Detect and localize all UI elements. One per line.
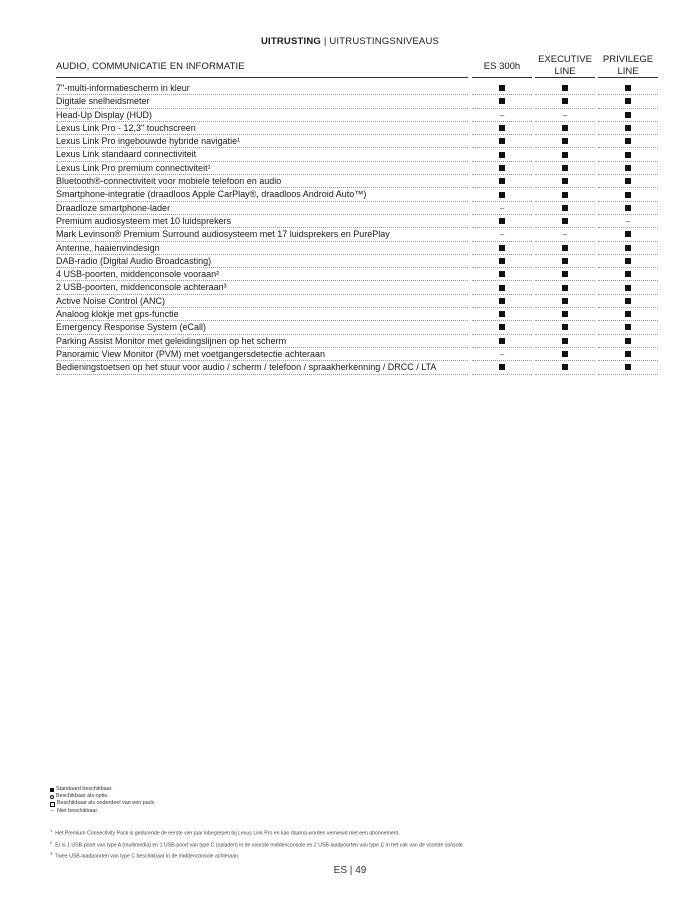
availability-cell: [535, 268, 595, 281]
availability-cell: [598, 135, 658, 148]
feature-label: Premium audiosysteem met 10 luidsprekers: [56, 215, 468, 228]
availability-cell: [535, 109, 595, 122]
availability-cell: [598, 82, 658, 95]
not-available-dash: –: [499, 349, 505, 359]
not-available-dash: –: [562, 110, 568, 120]
standard-square-icon: [499, 258, 505, 264]
table-row: [56, 308, 658, 321]
header-divider: [56, 77, 468, 78]
standard-square-icon: [625, 271, 631, 277]
standard-square-icon: [625, 125, 631, 131]
standard-square-icon: [499, 152, 505, 158]
feature-label: Lexus Link Pro - 12,3" touchscreen: [56, 122, 468, 135]
availability-cell: [535, 295, 595, 308]
footnote: [50, 827, 650, 839]
header-category: UITRUSTING: [260, 36, 321, 47]
page-number-value: 49: [355, 865, 367, 876]
standard-square-icon: [499, 364, 505, 370]
standard-square-icon: [562, 298, 568, 304]
availability-cell: [472, 175, 532, 188]
standard-square-icon: [499, 298, 505, 304]
standard-square-icon: [625, 311, 631, 317]
availability-cell: [472, 188, 532, 201]
availability-cell: [598, 202, 658, 215]
standard-square-icon: [625, 364, 631, 370]
availability-cell: [472, 348, 532, 361]
standard-square-icon: [562, 351, 568, 357]
standard-square-icon: [562, 364, 568, 370]
availability-cell: [598, 361, 658, 374]
feature-label: Mark Levinson® Premium Surround audiosysteem met 17 luidsprekers en PurePlay: [56, 228, 468, 241]
standard-square-icon: [562, 192, 568, 198]
table-row: [56, 268, 658, 281]
standard-square-icon: [562, 311, 568, 317]
standard-square-icon: [562, 218, 568, 224]
standard-square-icon: [499, 245, 505, 251]
availability-cell: [598, 162, 658, 175]
availability-cell: [472, 95, 532, 108]
availability-cell: [598, 348, 658, 361]
availability-cell: [535, 162, 595, 175]
feature-label: Draadloze smartphone-lader: [56, 202, 468, 215]
standard-square-icon: [625, 178, 631, 184]
standard-square-icon: [625, 192, 631, 198]
footnote-number: 3: [50, 851, 53, 857]
standard-square-icon: [562, 245, 568, 251]
feature-label: 7"-multi-informatiescherm in kleur: [56, 82, 468, 95]
column-header-line1: PRIVILEGE: [602, 54, 654, 65]
standard-square-icon: [625, 112, 631, 118]
footnotes: [50, 827, 650, 862]
availability-cell: [472, 255, 532, 268]
availability-cell: [472, 135, 532, 148]
column-header-line2: LINE: [617, 66, 639, 77]
standard-square-icon: [562, 178, 568, 184]
feature-label: Active Noise Control (ANC): [56, 295, 468, 308]
header-subtitle: UITRUSTINGSNIVEAUS: [329, 36, 440, 47]
feature-label: Smartphone-integratie (draadloos Apple CarPlay®, draadloos Android Auto™): [56, 188, 468, 201]
standard-square-icon: [562, 205, 568, 211]
feature-label: Digitale snelheidsmeter: [56, 95, 468, 108]
circle-icon: [50, 795, 54, 799]
standard-square-icon: [562, 165, 568, 171]
availability-cell: [535, 175, 595, 188]
standard-square-icon: [625, 351, 631, 357]
availability-cell: [535, 148, 595, 161]
table-row: [56, 135, 658, 148]
standard-square-icon: [499, 165, 505, 171]
standard-square-icon: [625, 98, 631, 104]
standard-square-icon: [499, 338, 505, 344]
standard-square-icon: [562, 98, 568, 104]
table-row: [56, 228, 658, 241]
availability-cell: [598, 321, 658, 334]
footnote-number: 1: [50, 828, 53, 833]
header-divider: [535, 77, 595, 78]
column-header-line1: EXECUTIVE: [538, 54, 592, 65]
availability-cell: [472, 202, 532, 215]
equipment-table: [56, 82, 658, 375]
standard-square-icon: [562, 125, 568, 131]
header-separator: |: [323, 36, 327, 47]
standard-square-icon: [625, 245, 631, 251]
table-row: [56, 202, 658, 215]
standard-square-icon: [499, 138, 505, 144]
feature-label: Lexus Link standaard connectiviteit: [56, 148, 468, 161]
standard-square-icon: [625, 338, 631, 344]
availability-cell: [598, 148, 658, 161]
standard-square-icon: [625, 285, 631, 291]
feature-label: 4 USB-poorten, middenconsole vooraan²: [56, 268, 468, 281]
table-row: [56, 109, 658, 122]
page-separator: |: [349, 865, 353, 876]
availability-cell: [535, 242, 595, 255]
availability-cell: [535, 308, 595, 321]
standard-square-icon: [562, 152, 568, 158]
feature-label: Analoog klokje met gps-functie: [56, 308, 468, 321]
page-prefix: ES: [333, 865, 348, 876]
availability-cell: [472, 335, 532, 348]
footnote-text: Het Premium Connectivity Pack is gedurende de eerste vier jaar inbegrepen bij Lexus Link Pro en kan daarna worden verniewd met een abonnement.: [55, 830, 400, 837]
standard-square-icon: [625, 298, 631, 304]
table-row: [56, 335, 658, 348]
feature-label: Bedieningstoetsen op het stuur voor audio / scherm / telefoon / spraakherkenning / DRCC / LTA: [56, 361, 468, 374]
standard-square-icon: [625, 152, 631, 158]
table-row: [56, 321, 658, 334]
table-row: [56, 295, 658, 308]
table-row: [56, 175, 658, 188]
column-header-es300h: [472, 61, 532, 73]
not-available-dash: –: [625, 216, 631, 226]
table-row: [56, 348, 658, 361]
availability-cell: [598, 228, 658, 241]
availability-cell: [598, 308, 658, 321]
legend: [50, 786, 156, 815]
standard-square-icon: [499, 218, 505, 224]
table-row: [56, 122, 658, 135]
standard-square-icon: [625, 165, 631, 171]
footnote: [50, 850, 650, 862]
availability-cell: [472, 122, 532, 135]
standard-square-icon: [499, 324, 505, 330]
feature-label: Head-Up Display (HUD): [56, 109, 468, 122]
standard-square-icon: [499, 192, 505, 198]
legend-item: [50, 786, 156, 793]
feature-label: Antenne, haaienvindesign: [56, 242, 468, 255]
section-title: AUDIO, COMMUNICATIE EN INFORMATIE: [56, 61, 245, 72]
column-header-line1: ES 300h: [483, 61, 521, 72]
not-available-dash: –: [499, 230, 505, 240]
standard-square-icon: [562, 138, 568, 144]
table-row: [56, 215, 658, 228]
availability-cell: [598, 188, 658, 201]
legend-item: [50, 800, 156, 807]
standard-square-icon: [562, 285, 568, 291]
availability-cell: [598, 295, 658, 308]
column-header-privilege: [598, 54, 658, 78]
availability-cell: [535, 348, 595, 361]
standard-square-icon: [625, 138, 631, 144]
feature-label: Lexus Link Pro premium connectiviteit¹: [56, 162, 468, 175]
feature-label: 2 USB-poorten, middenconsole achteraan³: [56, 281, 468, 294]
availability-cell: [472, 162, 532, 175]
availability-cell: [472, 148, 532, 161]
standard-square-icon: [499, 271, 505, 277]
standard-square-icon: [499, 98, 505, 104]
standard-square-icon: [499, 285, 505, 291]
page-number: [0, 865, 700, 876]
availability-cell: [598, 255, 658, 268]
feature-label: Lexus Link Pro ingebouwde hybride navigatie¹: [56, 135, 468, 148]
availability-cell: [472, 321, 532, 334]
legend-text: Standaard beschikbaar.: [56, 786, 113, 792]
table-row: [56, 242, 658, 255]
standard-square-icon: [625, 258, 631, 264]
availability-cell: [598, 335, 658, 348]
footnote-text: Er is 1 USB-poort van type A (multimedia) en 1 USB-poort van type C (opladen) in de voorste middenconsole en 2 USB-laadpoorten van type C in het vak van de voorste console.: [55, 842, 465, 849]
availability-cell: [472, 308, 532, 321]
availability-cell: [472, 82, 532, 95]
availability-cell: [472, 295, 532, 308]
page-header: [0, 36, 700, 47]
filled-square-icon: [50, 788, 54, 792]
availability-cell: [472, 361, 532, 374]
table-row: [56, 148, 658, 161]
standard-square-icon: [499, 178, 505, 184]
availability-cell: [472, 268, 532, 281]
availability-cell: [535, 188, 595, 201]
availability-cell: [472, 109, 532, 122]
header-divider: [598, 77, 658, 78]
not-available-dash: –: [499, 203, 505, 213]
availability-cell: [598, 242, 658, 255]
footnote-number: 2: [50, 839, 53, 845]
availability-cell: [535, 335, 595, 348]
feature-label: Panoramic View Monitor (PVM) met voetgangersdetectie achteraan: [56, 348, 468, 361]
availability-cell: [535, 321, 595, 334]
availability-cell: [535, 215, 595, 228]
standard-square-icon: [562, 324, 568, 330]
availability-cell: [535, 228, 595, 241]
legend-text: Beschikbaar als onderdeel van een pack.: [57, 800, 156, 807]
feature-label: Emergency Response System (eCall): [56, 321, 468, 334]
feature-label: DAB-radio (Digital Audio Broadcasting): [56, 255, 468, 268]
availability-cell: [598, 215, 658, 228]
availability-cell: [535, 281, 595, 294]
availability-cell: [535, 122, 595, 135]
footnote-text: Twee USB-laadpoorten van type C beschikbaar in de middenconsole achteraan.: [55, 853, 240, 860]
legend-item: [50, 793, 156, 800]
standard-square-icon: [625, 85, 631, 91]
availability-cell: [535, 202, 595, 215]
standard-square-icon: [562, 258, 568, 264]
availability-cell: [535, 255, 595, 268]
table-row: [56, 188, 658, 201]
availability-cell: [472, 242, 532, 255]
footnote: [50, 839, 650, 851]
standard-square-icon: [625, 324, 631, 330]
availability-cell: [535, 95, 595, 108]
dash-icon: –: [51, 807, 54, 814]
availability-cell: [598, 122, 658, 135]
header-divider: [472, 77, 532, 78]
availability-cell: [598, 281, 658, 294]
table-row: [56, 255, 658, 268]
standard-square-icon: [562, 271, 568, 277]
availability-cell: [472, 215, 532, 228]
availability-cell: [535, 361, 595, 374]
feature-label: Parking Assist Monitor met geleidingslijnen op het scherm: [56, 335, 468, 348]
standard-square-icon: [625, 231, 631, 237]
outlined-square-icon: [50, 802, 55, 807]
legend-text: Niet beschikbaar.: [57, 807, 99, 814]
table-row: [56, 281, 658, 294]
availability-cell: [598, 109, 658, 122]
standard-square-icon: [499, 125, 505, 131]
feature-label: Bluetooth®-connectiviteit voor mobiele telefoon en audio: [56, 175, 468, 188]
availability-cell: [598, 95, 658, 108]
not-available-dash: –: [499, 110, 505, 120]
legend-text: Beschikbaar als optie.: [56, 793, 109, 800]
table-row: [56, 95, 658, 108]
availability-cell: [472, 281, 532, 294]
standard-square-icon: [499, 311, 505, 317]
availability-cell: [598, 268, 658, 281]
not-available-dash: –: [562, 230, 568, 240]
column-header-executive: [535, 54, 595, 78]
availability-cell: [472, 228, 532, 241]
table-row: [56, 82, 658, 95]
standard-square-icon: [625, 205, 631, 211]
availability-cell: [535, 82, 595, 95]
standard-square-icon: [499, 85, 505, 91]
table-row: [56, 162, 658, 175]
availability-cell: [598, 175, 658, 188]
legend-item: [50, 808, 156, 815]
standard-square-icon: [562, 85, 568, 91]
standard-square-icon: [562, 338, 568, 344]
table-row: [56, 361, 658, 374]
availability-cell: [535, 135, 595, 148]
column-header-line2: LINE: [554, 66, 576, 77]
